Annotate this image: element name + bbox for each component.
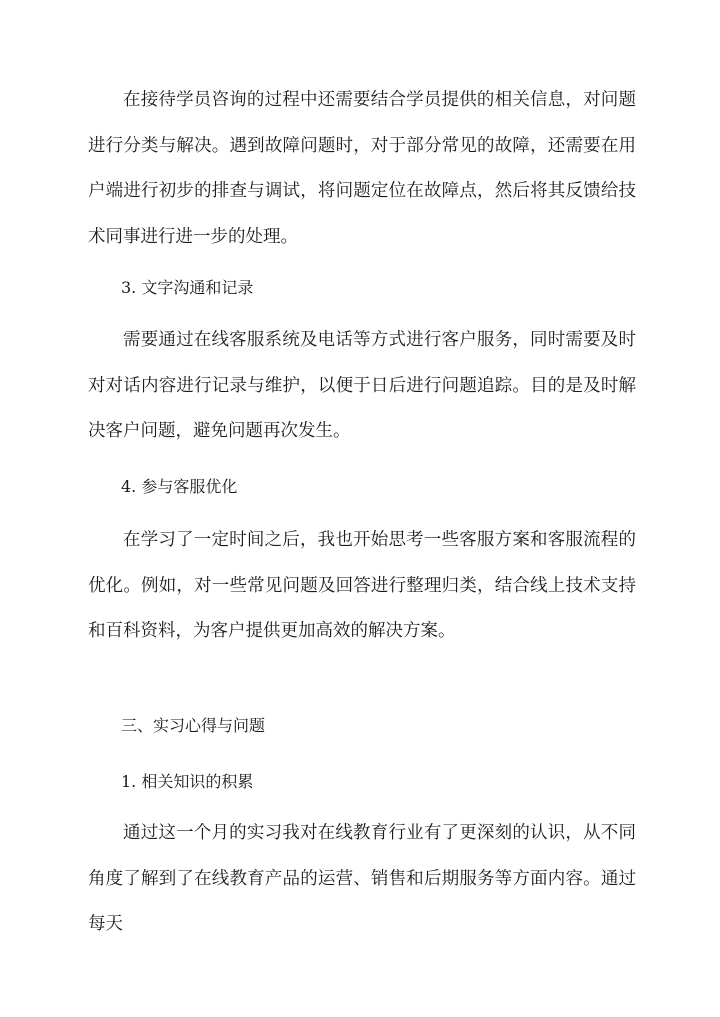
paragraph-customer-service: 需要通过在线客服系统及电话等方式进行客户服务，同时需要及时对对话内容进行记录与维护，以便于日后进行问题追踪。目的是及时解决客户问题，避免问题再次发生。 bbox=[88, 330, 636, 441]
heading-text-communication: 3. 文字沟通和记录 bbox=[121, 278, 254, 297]
paragraph-optimization: 在学习了一定时间之后，我也开始思考一些客服方案和客服流程的优化。例如，对一些常见问题及回答进行整理归类，结合线上技术支持和百科资料，为客户提供更加高效的解决方案。 bbox=[88, 530, 636, 641]
heading-service-optimization: 4. 参与客服优化 bbox=[121, 477, 238, 496]
heading-knowledge-accumulation: 1. 相关知识的积累 bbox=[121, 772, 254, 791]
section-heading-internship-reflections: 三、实习心得与问题 bbox=[121, 716, 266, 735]
paragraph-knowledge: 通过这一个月的实习我对在线教育行业有了更深刻的认识，从不同角度了解到了在线教育产品的运营、销售和后期服务等方面内容。通过每天 bbox=[88, 823, 636, 934]
paragraph-consultation-handling: 在接待学员咨询的过程中还需要结合学员提供的相关信息，对问题进行分类与解决。遇到故障问题时，对于部分常见的故障，还需要在用户端进行初步的排查与调试，将问题定位在故障点，然后将其反馈给技术同事进行进一步的处理。 bbox=[88, 90, 636, 247]
